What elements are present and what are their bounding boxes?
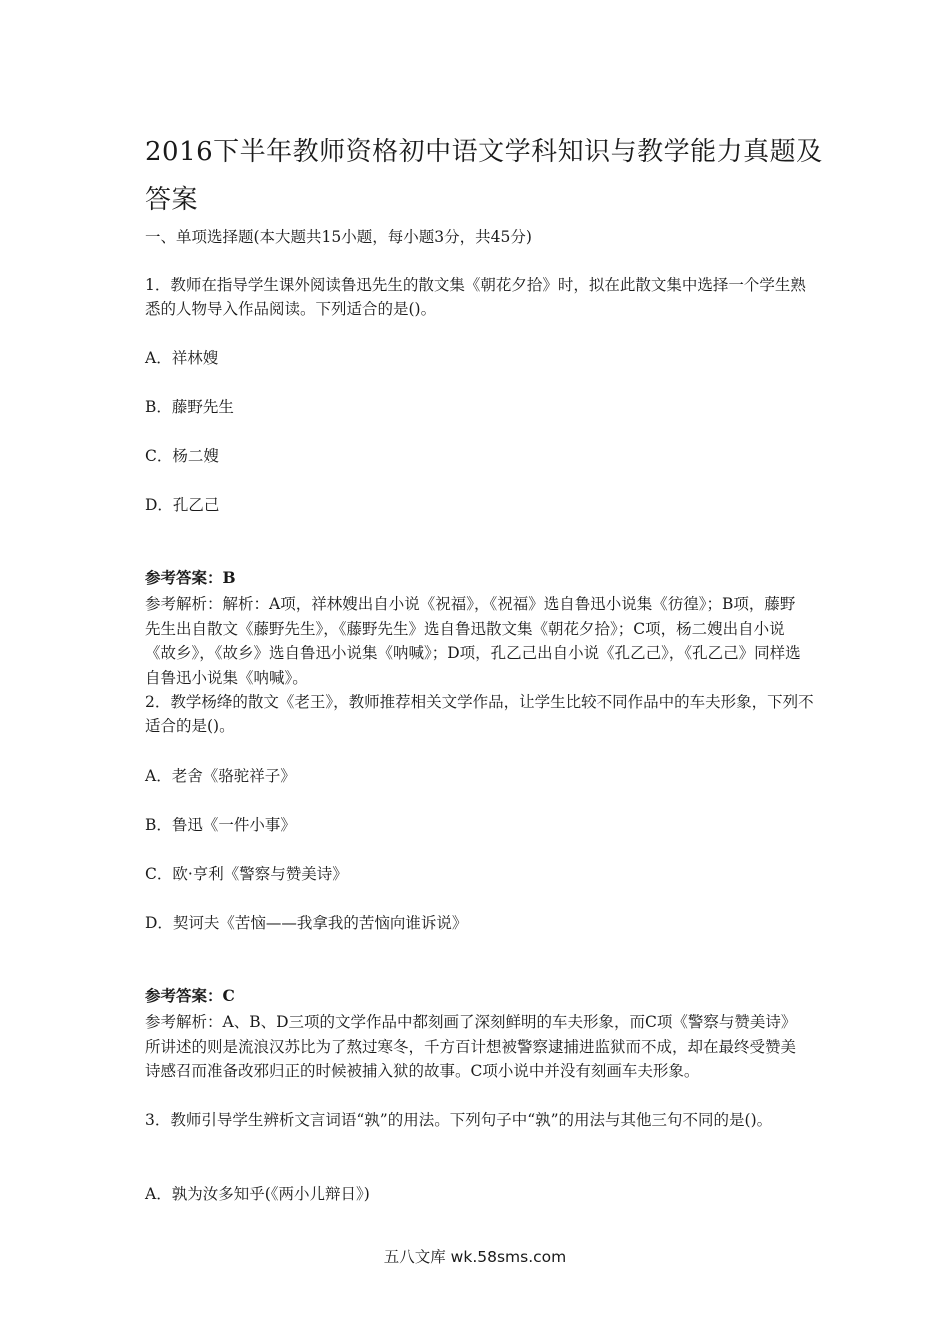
question-2-option-d: D．契诃夫《苦恼——我拿我的苦恼向谁诉说》 <box>145 914 468 932</box>
question-1-option-b: B．藤野先生 <box>145 398 234 416</box>
answer-label: 参考答案： <box>145 568 223 587</box>
question-1-option-d: D．孔乙己 <box>145 496 220 514</box>
question-3-stem: 3．教师引导学生辨析文言词语“孰”的用法。下列句子中“孰”的用法与其他三句不同的是()。 <box>145 1111 773 1129</box>
question-3-option-a: A．孰为汝多知乎(《两小儿辩日》) <box>145 1185 370 1203</box>
question-2-answer <box>145 984 235 1008</box>
question-2-option-b: B．鲁迅《一件小事》 <box>145 816 296 834</box>
page-footer: 五八文库 wk.58sms.com <box>383 1248 567 1266</box>
answer-value: B <box>222 568 236 587</box>
question-1-stem: 1．教师在指导学生课外阅读鲁迅先生的散文集《朝花夕拾》时，拟在此散文集中选择一个学生熟悉的人物导入作品阅读。下列适合的是()。 <box>145 276 806 318</box>
answer-label: 参考答案： <box>145 986 223 1005</box>
question-2-analysis: 参考解析：A、B、D三项的文学作品中都刻画了深刻鲜明的车夫形象，而C项《警察与赞美诗》所讲述的则是流浪汉苏比为了熬过寒冬，千方百计想被警察逮捕进监狱而不成，却在最终受赞美诗感召而准备改邪归正的时候被捕入狱的故事。C项小说中并没有刻画车夫形象。 <box>145 1013 797 1080</box>
question-1-option-c: C．杨二嫂 <box>145 447 219 465</box>
question-2-stem: 2．教学杨绛的散文《老王》，教师推荐相关文学作品，让学生比较不同作品中的车夫形象，下列不适合的是()。 <box>145 693 814 735</box>
section-heading: 一、单项选择题(本大题共15小题，每小题3分，共45分) <box>145 228 532 246</box>
question-1-analysis: 参考解析：解析：A项，祥林嫂出自小说《祝福》，《祝福》选自鲁迅小说集《彷徨》；B项，藤野先生出自散文《藤野先生》，《藤野先生》选自鲁迅散文集《朝花夕拾》；C项，杨二嫂出自小说《故乡》，《故乡》选自鲁迅小说集《呐喊》；D项，孔乙己出自小说《孔乙己》，《孔乙己》同样选自鲁迅小说集《呐喊》。 <box>145 595 801 687</box>
question-2-option-c: C．欧·亨利《警察与赞美诗》 <box>145 865 348 883</box>
question-1-option-a: A．祥林嫂 <box>145 349 219 367</box>
answer-value: C <box>222 986 235 1005</box>
document-title: 2016下半年教师资格初中语文学科知识与教学能力真题及答案 <box>145 137 823 215</box>
question-1-answer <box>145 566 236 590</box>
question-2-option-a: A．老舍《骆驼祥子》 <box>145 767 296 785</box>
